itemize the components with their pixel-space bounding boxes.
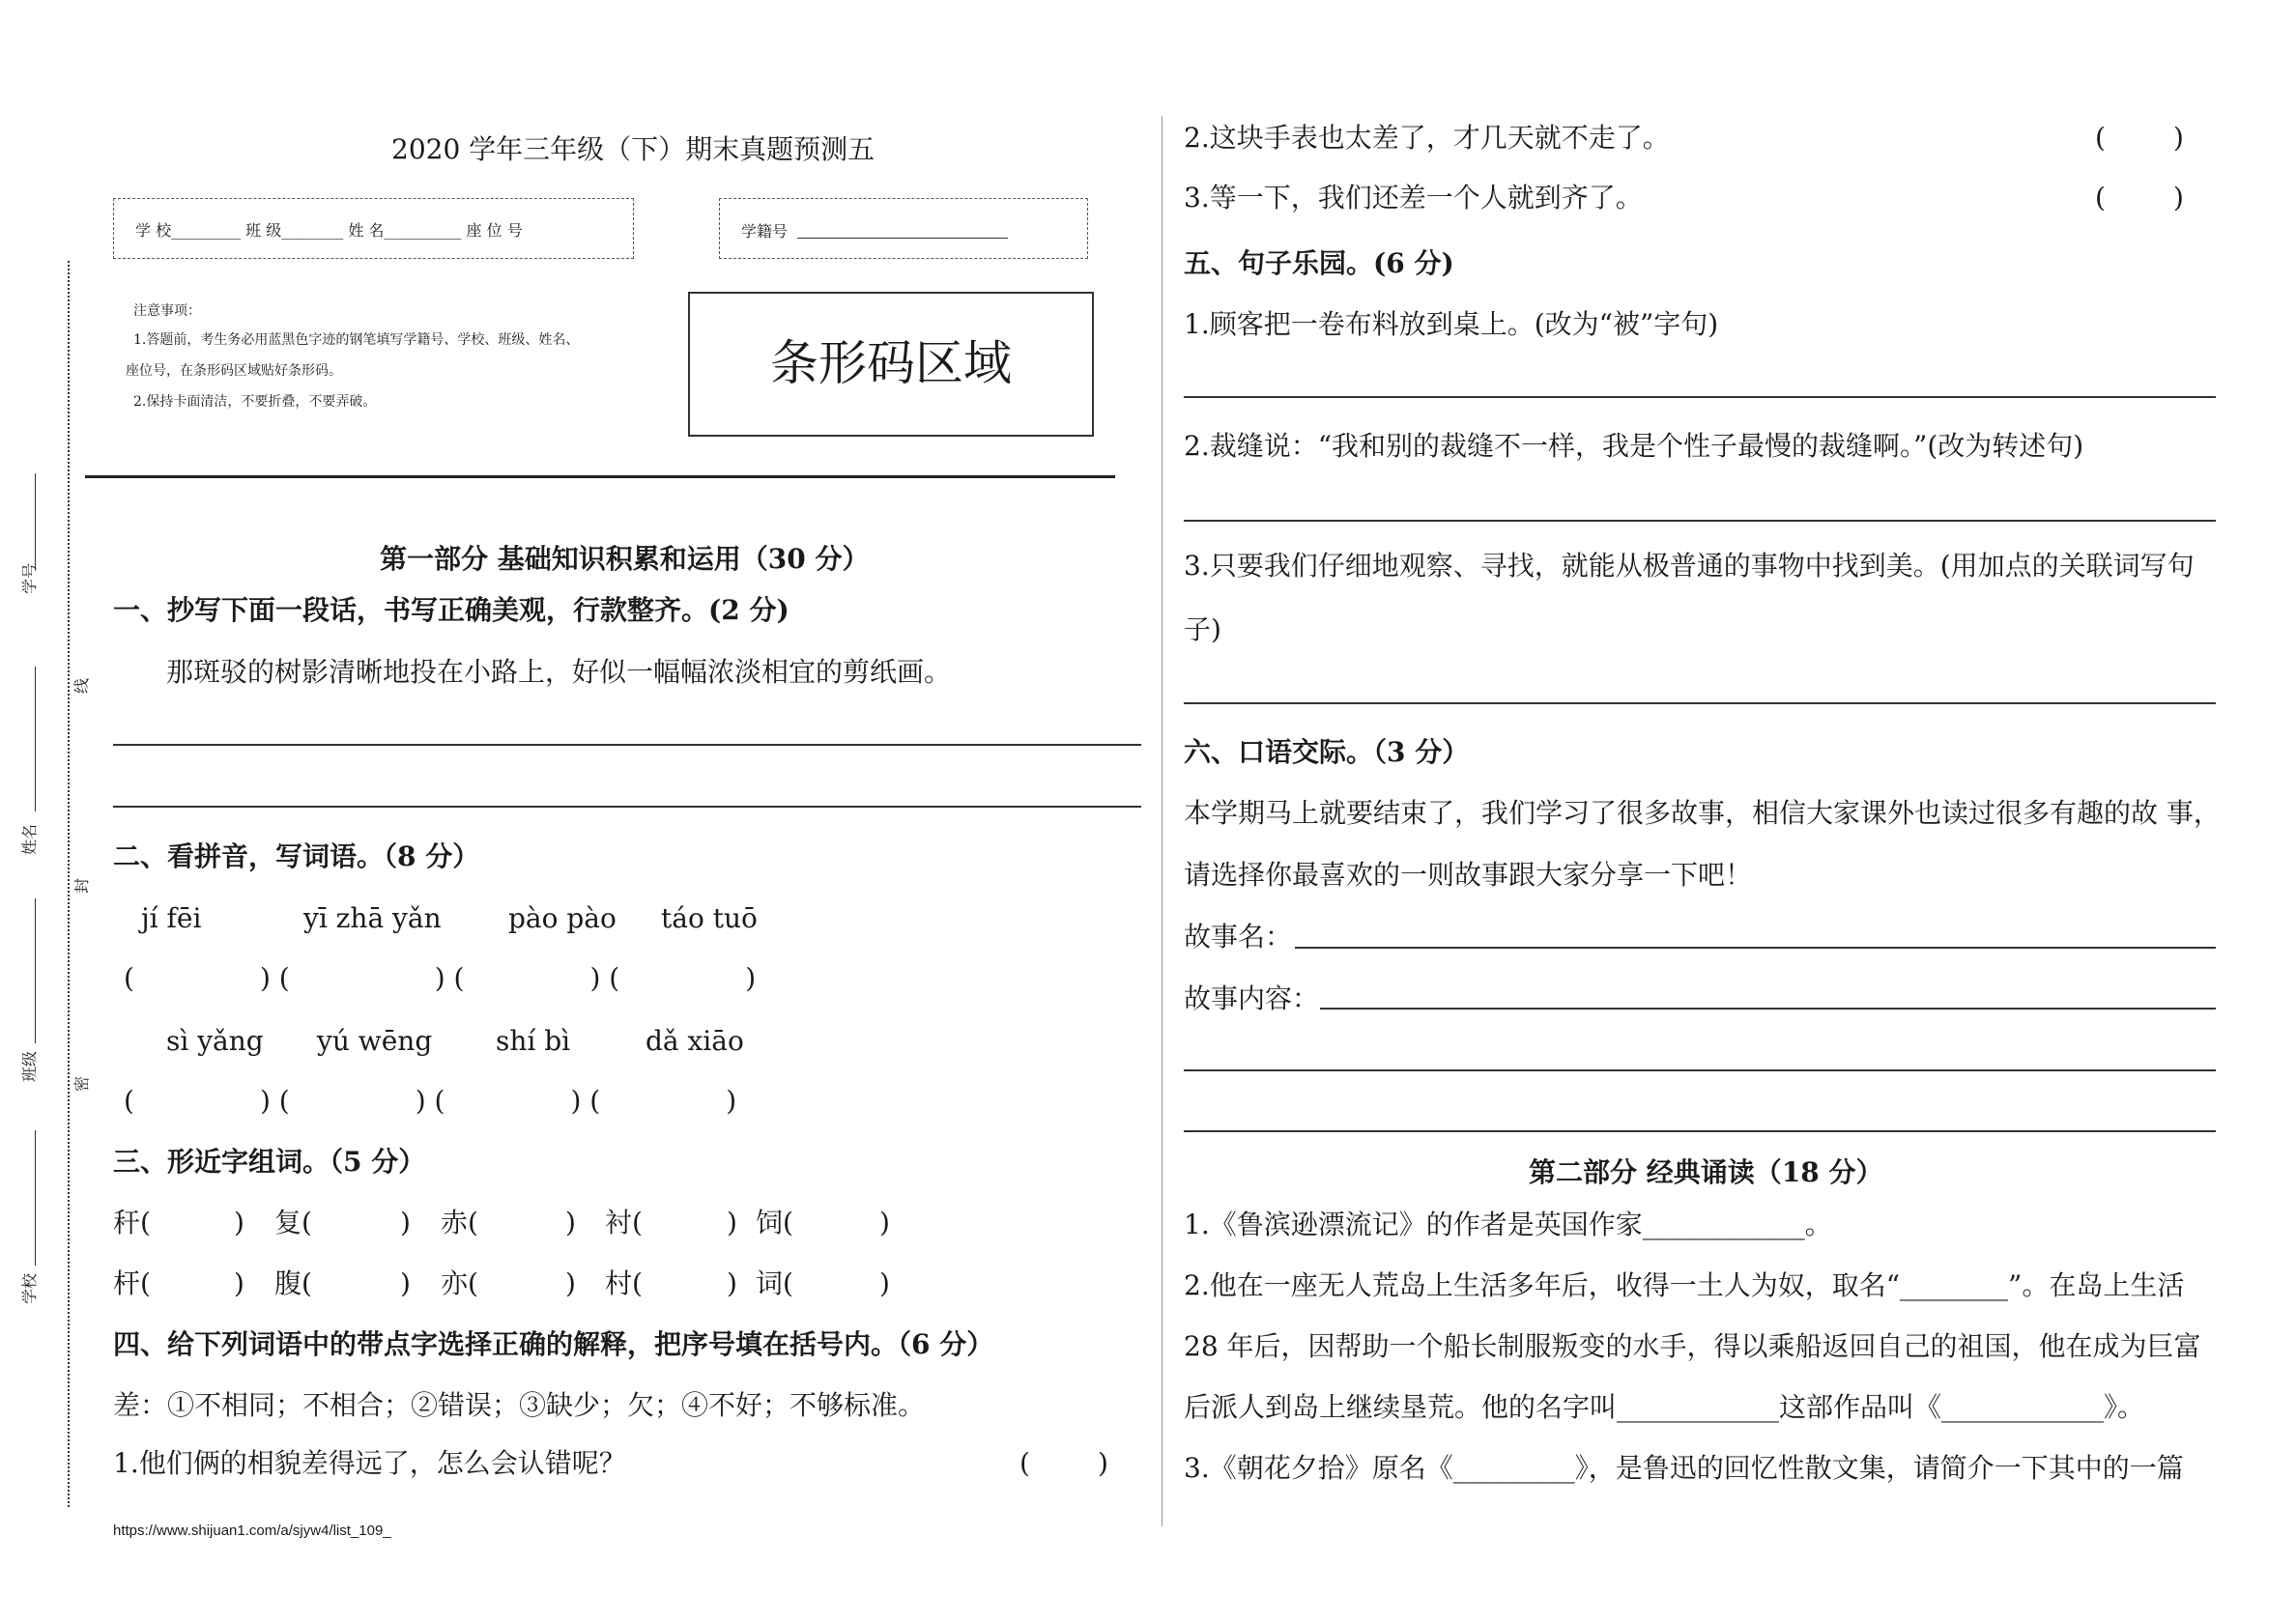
q1-title: 一、抄写下面一段话，书写正确美观，行款整齐。(2 分) xyxy=(113,594,789,626)
part2-title: 第二部分 经典诵读（18 分） xyxy=(1529,1156,1883,1188)
side-blank-banji xyxy=(35,898,36,1043)
char-1-5: 饲( xyxy=(756,1207,793,1238)
char-1-1-close: ) xyxy=(234,1207,244,1238)
barcode-label: 条形码区域 xyxy=(770,335,1012,391)
notes-line-3: 2.保持卡面清洁，不要折叠，不要弄破。 xyxy=(133,394,377,410)
q4-item-2-answer[interactable]: ( ) xyxy=(2095,122,2184,154)
char-1-1: 秆( xyxy=(113,1207,151,1238)
side-label-banji: 班级 xyxy=(20,1050,39,1082)
story-content-label: 故事内容： xyxy=(1184,982,1320,1014)
p2-q2-line-2: 28 年后，因帮助一个船长制服叛变的水手，得以乘船返回自己的祖国，他在成为巨富 xyxy=(1184,1330,2201,1362)
story-name-label: 故事名： xyxy=(1184,921,1293,953)
pinyin-8: dǎ xiāo xyxy=(646,1025,744,1057)
char-1-5-close: ) xyxy=(879,1207,890,1238)
pinyin-6: yú wēng xyxy=(317,1025,433,1057)
q5-item-3-answer-line[interactable] xyxy=(1184,702,2216,704)
q1-answer-line-1[interactable] xyxy=(113,744,1141,746)
side-label-xuexiao: 学校 xyxy=(20,1272,39,1304)
p2-q1: 1.《鲁滨逊漂流记》的作者是英国作家____________。 xyxy=(1184,1209,1832,1240)
q1-text: 那斑驳的树影清晰地投在小路上，好似一幅幅浓淡相宜的剪纸画。 xyxy=(166,656,952,688)
pinyin-1: jí fēi xyxy=(141,902,202,934)
char-2-3: 亦( xyxy=(441,1267,478,1299)
story-content-line-1[interactable] xyxy=(1320,1008,2216,1010)
char-1-2: 复( xyxy=(274,1207,312,1238)
q4-item-1: 1.他们俩的相貌差得远了，怎么会认错呢？ xyxy=(113,1447,626,1479)
q4-item-2: 2.这块手表也太差了，才几天就不走了。 xyxy=(1184,122,1670,154)
story-content-line-2[interactable] xyxy=(1184,1069,2216,1071)
side-blank-xingming xyxy=(35,667,36,811)
story-content-line-3[interactable] xyxy=(1184,1130,2216,1132)
char-2-5-close: ) xyxy=(879,1267,890,1299)
p2-q2-line-1: 2.他在一座无人荒岛上生活多年后，收得一土人为奴，取名“________”。在岛上生活 xyxy=(1184,1269,2185,1301)
char-2-5: 词( xyxy=(756,1267,793,1299)
side-blank-xuehao xyxy=(35,473,36,570)
q5-item-1-answer-line[interactable] xyxy=(1184,396,2216,398)
part1-title: 第一部分 基础知识积累和运用（30 分） xyxy=(380,543,870,575)
q4-item-3-answer[interactable]: ( ) xyxy=(2095,182,2184,213)
header-divider xyxy=(85,475,1115,478)
barcode-area xyxy=(688,292,1094,437)
q5-item-2: 2.裁缝说：“我和别的裁缝不一样，我是个性子最慢的裁缝啊。”(改为转述句) xyxy=(1184,430,2084,462)
pinyin-5: sì yǎng xyxy=(166,1025,264,1057)
q4-item-3: 3.等一下，我们还差一个人就到齐了。 xyxy=(1184,182,1643,213)
p2-q2-line-3: 后派人到岛上继续垦荒。他的名字叫____________这部作品叫《____________》。 xyxy=(1184,1391,2145,1423)
q5-title: 五、句子乐园。(6 分) xyxy=(1184,247,1454,279)
info-box xyxy=(113,198,634,259)
q6-title: 六、口语交际。（3 分） xyxy=(1184,736,1470,768)
q6-text-1: 本学期马上就要结束了，我们学习了很多故事，相信大家课外也读过很多有趣的故 事， xyxy=(1184,797,2221,829)
char-2-4-close: ) xyxy=(727,1267,737,1299)
q4-item-1-answer[interactable]: ( ) xyxy=(1019,1447,1108,1479)
side-label-xuehao: 学号 xyxy=(20,562,39,594)
q4-title: 四、给下列词语中的带点字选择正确的解释，把序号填在括号内。（6 分） xyxy=(113,1328,994,1360)
notes-title: 注意事项： xyxy=(133,303,201,319)
char-2-1: 杆( xyxy=(113,1267,151,1299)
student-id-blank[interactable] xyxy=(797,238,1008,239)
char-1-3: 赤( xyxy=(441,1207,478,1238)
char-2-2-close: ) xyxy=(400,1267,411,1299)
q5-item-3-cont: 子) xyxy=(1184,613,1221,645)
story-name-line[interactable] xyxy=(1295,947,2216,949)
exam-title: 2020 学年三年级（下）期末真题预测五 xyxy=(391,133,875,165)
pinyin-answer-row-2[interactable]: ( ) ( ) ( ) ( ) xyxy=(124,1085,737,1117)
notes-line-1: 1.答题前，考生务必用蓝黑色字迹的钢笔填写学籍号、学校、班级、姓名、 xyxy=(133,332,580,348)
footer-url[interactable]: https://www.shijuan1.com/a/sjyw4/list_109_ xyxy=(113,1522,391,1539)
pinyin-answer-row-1[interactable]: ( ) ( ) ( ) ( ) xyxy=(124,962,757,994)
side-label-xingming: 姓名 xyxy=(20,823,39,855)
side-mark-feng: 封 xyxy=(72,877,91,894)
pinyin-2: yī zhā yǎn xyxy=(303,902,442,934)
side-blank-xuexiao xyxy=(35,1130,36,1266)
p2-q3: 3.《朝花夕拾》原名《_________》，是鲁迅的回忆性散文集，请简介一下其中的一篇 xyxy=(1184,1452,2184,1484)
info-box-fields[interactable]: 学 校_________ 班 级________ 姓 名__________ 座 位 号 xyxy=(135,221,523,240)
char-1-2-close: ) xyxy=(400,1207,411,1238)
pinyin-3: pào pào xyxy=(508,902,617,934)
char-1-4: 衬( xyxy=(605,1207,643,1238)
q2-title: 二、看拼音，写词语。（8 分） xyxy=(113,840,480,872)
notes-line-2: 座位号，在条形码区域贴好条形码。 xyxy=(126,363,342,379)
q5-item-2-answer-line[interactable] xyxy=(1184,520,2216,522)
char-1-4-close: ) xyxy=(727,1207,737,1238)
char-2-1-close: ) xyxy=(234,1267,244,1299)
q4-definition: 差：①不相同；不相合；②错误；③缺少；欠；④不好；不够标准。 xyxy=(113,1389,926,1421)
q1-answer-line-2[interactable] xyxy=(113,806,1141,808)
char-1-3-close: ) xyxy=(565,1207,576,1238)
student-id-box xyxy=(719,198,1088,259)
q6-text-2: 请选择你最喜欢的一则故事跟大家分享一下吧！ xyxy=(1184,859,1753,891)
q5-item-3: 3.只要我们仔细地观察、寻找，就能从极普通的事物中找到美。(用加点的关联词写句 xyxy=(1184,550,2195,582)
char-2-2: 腹( xyxy=(274,1267,312,1299)
pinyin-7: shí bì xyxy=(496,1025,571,1057)
char-2-4: 村( xyxy=(605,1267,643,1299)
side-mark-xian: 线 xyxy=(72,677,91,694)
q5-item-1: 1.顾客把一卷布料放到桌上。(改为“被”字句) xyxy=(1184,308,1719,340)
pinyin-4: táo tuō xyxy=(661,902,758,934)
char-2-3-close: ) xyxy=(565,1267,576,1299)
q3-title: 三、形近字组词。（5 分） xyxy=(113,1146,426,1178)
side-mark-mi: 密 xyxy=(72,1075,91,1092)
student-id-label: 学籍号 xyxy=(741,222,789,241)
